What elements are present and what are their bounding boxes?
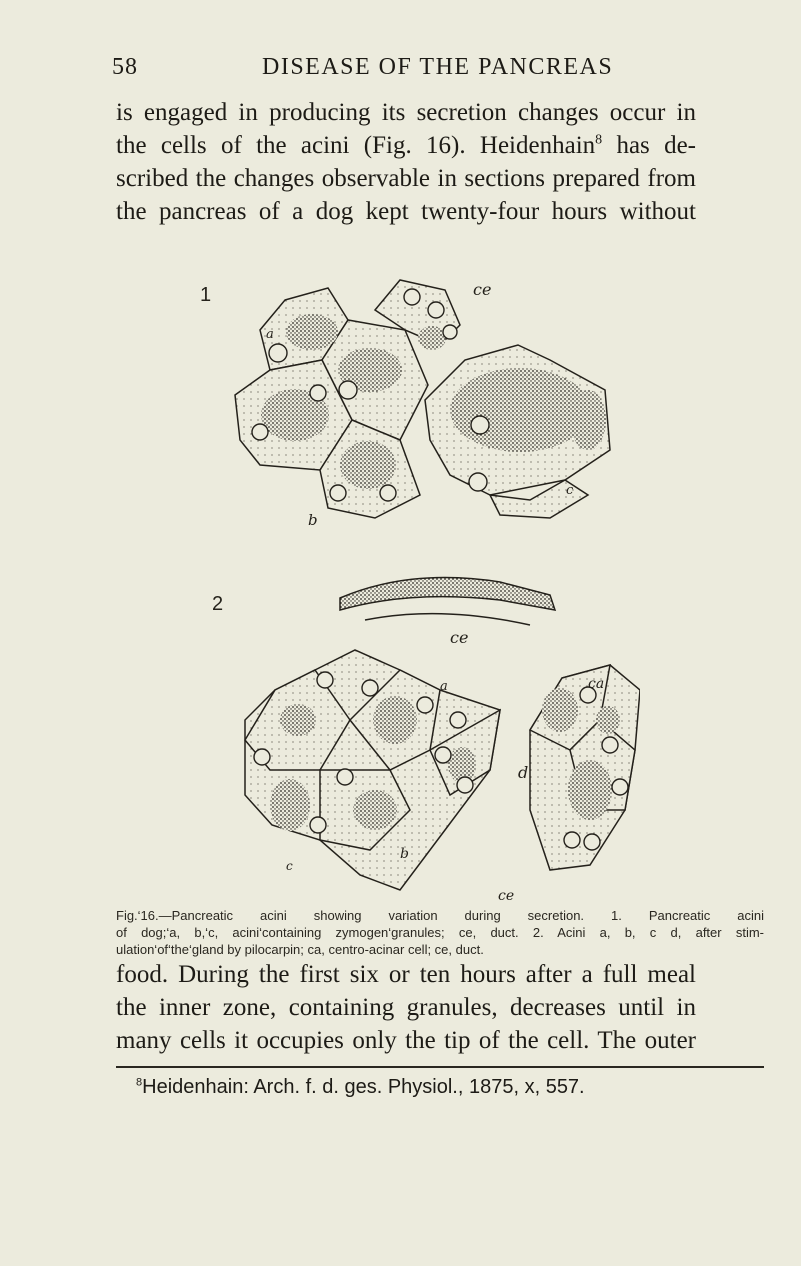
label-b-panel2: b: [400, 846, 409, 862]
page-number: 58: [112, 54, 138, 80]
body-paragraph-top: [116, 96, 696, 228]
caption-line: Fig.‘16.—Pancreatic acini showing variation during secretion. 1. Pancreatic acini: [116, 908, 764, 923]
body-line-text: the cells of the acini (Fig. 16). Heidenhain: [116, 132, 596, 159]
label-ce-panel1: ce: [473, 280, 492, 299]
body-line: is engaged in producing its secretion changes occur in: [116, 99, 696, 126]
body-line-text: has de-: [602, 132, 697, 159]
label-a-panel2: a: [440, 679, 448, 694]
body-paragraph-bottom: [116, 958, 696, 1057]
panel-2-duct: [340, 578, 555, 625]
footnote-reference: 8: [595, 132, 603, 148]
footnote-marker: 8: [136, 1076, 143, 1089]
body-line: the pancreas of a dog kept twenty-four hours without: [116, 198, 696, 225]
footnote: [136, 1076, 585, 1099]
panel-1-number: 1: [200, 284, 212, 306]
label-ca-panel2: ca: [588, 676, 605, 692]
label-a-panel1: a: [266, 327, 274, 342]
page-header: [112, 54, 700, 84]
body-line: scribed the changes observable in sections prepared from: [116, 165, 696, 192]
footnote-text: Heidenhain: Arch. f. d. ges. Physiol., 1875, x, 557.: [142, 1076, 585, 1098]
caption-line: of dog;‘a, b,‘c, acini‘containing zymogen‘granules; ce, duct. 2. Acini a, b, c d, after stim-: [116, 925, 764, 940]
panel-2-number: 2: [212, 593, 224, 615]
body-line: food. During the first six or ten hours after a full meal: [116, 961, 696, 988]
footnote-rule: [116, 1066, 764, 1068]
body-line: the inner zone, containing granules, decreases until in: [116, 994, 696, 1021]
label-d-panel2: d: [518, 763, 529, 782]
running-head: DISEASE OF THE PANCREAS: [262, 54, 614, 80]
body-line: many cells it occupies only the tip of the cell. The outer: [116, 1027, 696, 1054]
figure-16: [200, 250, 640, 900]
label-ce-panel2: ce: [450, 628, 469, 647]
caption-line: ulation‘of‘the‘gland by pilocarpin; ca, centro-acinar cell; ce, duct.: [116, 942, 484, 957]
figure-caption: [116, 907, 764, 958]
body-line: [116, 129, 696, 162]
label-b-panel1: b: [308, 511, 318, 529]
label-ce-lower-panel2: ce: [498, 888, 515, 900]
acini-illustration: [200, 250, 640, 900]
label-c-panel2: c: [286, 859, 293, 873]
label-c-panel1: c: [566, 483, 574, 498]
